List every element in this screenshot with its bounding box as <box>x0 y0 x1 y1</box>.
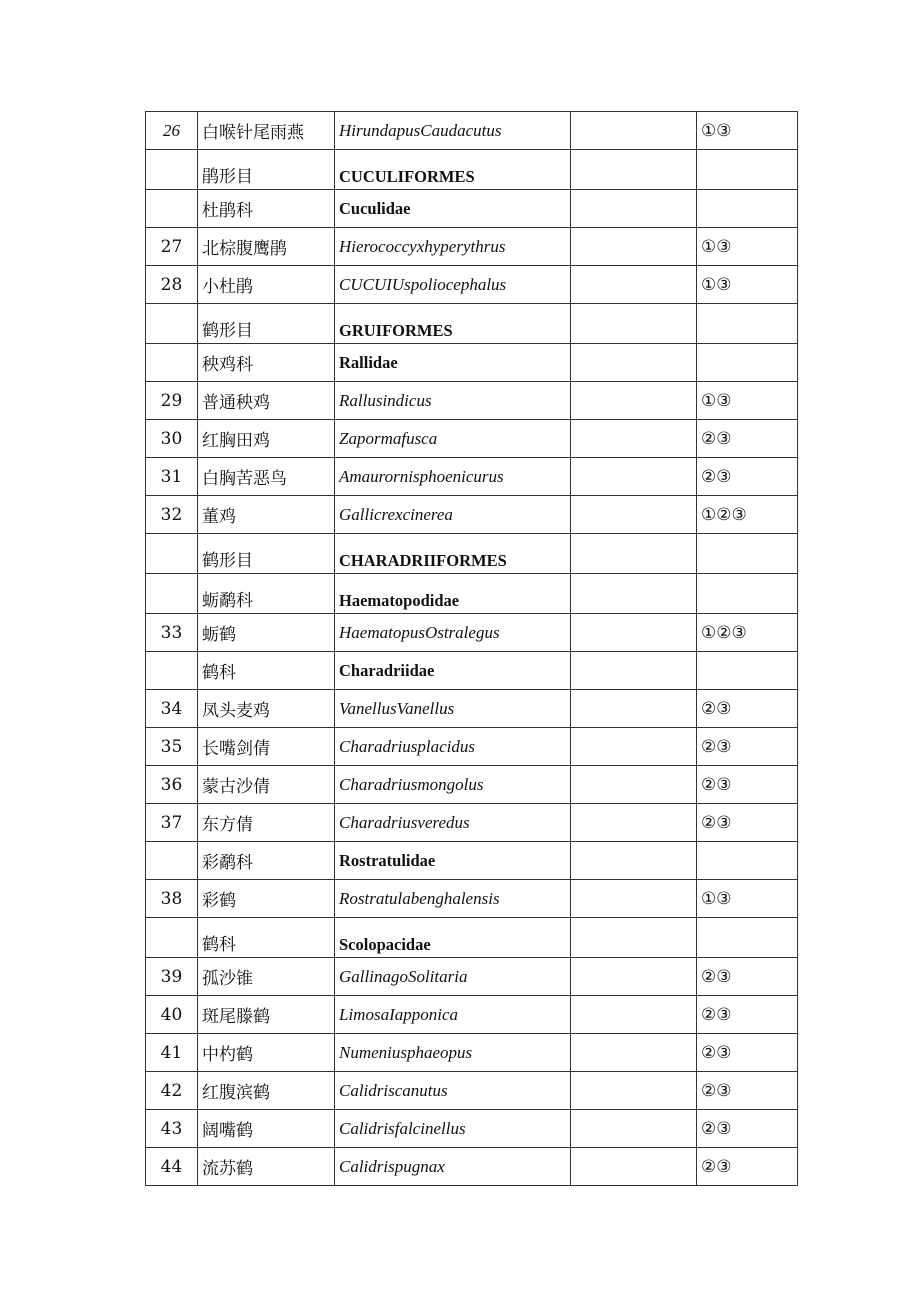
protection-level: ①②③ <box>697 614 798 652</box>
protection-level: ②③ <box>697 1072 798 1110</box>
species-row <box>146 1110 798 1148</box>
order-row <box>146 304 798 344</box>
chinese-name: 阔嘴鹤 <box>198 1110 335 1148</box>
species-row <box>146 766 798 804</box>
protection-level: ②③ <box>697 1034 798 1072</box>
chinese-name: 东方倩 <box>198 804 335 842</box>
scientific-name: Hierococcyxhyperythrus <box>335 228 571 266</box>
protection-level: ②③ <box>697 458 798 496</box>
species-table <box>145 111 798 1186</box>
protection-level <box>697 190 798 228</box>
row-number: 34 <box>146 690 198 728</box>
row-number: 35 <box>146 728 198 766</box>
row-number <box>146 190 198 228</box>
blank-cell <box>571 150 697 190</box>
species-row <box>146 112 798 150</box>
blank-cell <box>571 996 697 1034</box>
protection-level: ①③ <box>697 266 798 304</box>
chinese-name: 鹃形目 <box>198 150 335 190</box>
protection-level: ②③ <box>697 958 798 996</box>
row-number <box>146 842 198 880</box>
scientific-name: Charadriusplacidus <box>335 728 571 766</box>
blank-cell <box>571 190 697 228</box>
scientific-name: VanellusVanellus <box>335 690 571 728</box>
blank-cell <box>571 344 697 382</box>
scientific-name: GRUIFORMES <box>335 304 571 344</box>
chinese-name: 鹤科 <box>198 918 335 958</box>
scientific-name: LimosaIapponica <box>335 996 571 1034</box>
blank-cell <box>571 266 697 304</box>
blank-cell <box>571 574 697 614</box>
chinese-name: 斑尾滕鹤 <box>198 996 335 1034</box>
row-number <box>146 534 198 574</box>
chinese-name: 鹤科 <box>198 652 335 690</box>
chinese-name: 鹤形目 <box>198 304 335 344</box>
protection-level <box>697 574 798 614</box>
scientific-name: Charadriusmongolus <box>335 766 571 804</box>
species-row <box>146 690 798 728</box>
protection-level: ②③ <box>697 804 798 842</box>
row-number: 28 <box>146 266 198 304</box>
protection-level: ①③ <box>697 382 798 420</box>
protection-level <box>697 652 798 690</box>
species-row <box>146 420 798 458</box>
row-number: 32 <box>146 496 198 534</box>
row-number: 43 <box>146 1110 198 1148</box>
blank-cell <box>571 458 697 496</box>
chinese-name: 彩鹬科 <box>198 842 335 880</box>
blank-cell <box>571 1110 697 1148</box>
species-row <box>146 614 798 652</box>
family-row <box>146 574 798 614</box>
species-row <box>146 1072 798 1110</box>
protection-level <box>697 842 798 880</box>
species-row <box>146 1148 798 1186</box>
scientific-name: Cuculidae <box>335 190 571 228</box>
blank-cell <box>571 112 697 150</box>
blank-cell <box>571 228 697 266</box>
chinese-name: 白喉针尾雨燕 <box>198 112 335 150</box>
row-number: 39 <box>146 958 198 996</box>
chinese-name: 北棕腹鹰鹃 <box>198 228 335 266</box>
scientific-name: Charadriusveredus <box>335 804 571 842</box>
scientific-name: CUCUIUspoliocephalus <box>335 266 571 304</box>
chinese-name: 蛎鹤 <box>198 614 335 652</box>
row-number <box>146 574 198 614</box>
scientific-name: Scolopacidae <box>335 918 571 958</box>
family-row <box>146 842 798 880</box>
blank-cell <box>571 842 697 880</box>
scientific-name: Calidrispugnax <box>335 1148 571 1186</box>
chinese-name: 普通秧鸡 <box>198 382 335 420</box>
chinese-name: 彩鹤 <box>198 880 335 918</box>
row-number <box>146 304 198 344</box>
protection-level <box>697 534 798 574</box>
scientific-name: Rallusindicus <box>335 382 571 420</box>
species-row <box>146 458 798 496</box>
protection-level: ①③ <box>697 880 798 918</box>
chinese-name: 流苏鹤 <box>198 1148 335 1186</box>
protection-level: ②③ <box>697 1110 798 1148</box>
row-number: 27 <box>146 228 198 266</box>
species-row <box>146 958 798 996</box>
chinese-name: 红腹滨鹤 <box>198 1072 335 1110</box>
protection-level: ①③ <box>697 228 798 266</box>
chinese-name: 孤沙锥 <box>198 958 335 996</box>
scientific-name: Amaurornisphoenicurus <box>335 458 571 496</box>
blank-cell <box>571 652 697 690</box>
family-row <box>146 652 798 690</box>
chinese-name: 蛎鹬科 <box>198 574 335 614</box>
chinese-name: 董鸡 <box>198 496 335 534</box>
blank-cell <box>571 1148 697 1186</box>
scientific-name: Rostratulidae <box>335 842 571 880</box>
row-number <box>146 344 198 382</box>
row-number: 42 <box>146 1072 198 1110</box>
blank-cell <box>571 496 697 534</box>
blank-cell <box>571 614 697 652</box>
protection-level: ②③ <box>697 766 798 804</box>
chinese-name: 鹤形目 <box>198 534 335 574</box>
chinese-name: 杜鹃科 <box>198 190 335 228</box>
blank-cell <box>571 534 697 574</box>
species-row <box>146 804 798 842</box>
protection-level: ②③ <box>697 996 798 1034</box>
scientific-name: Rallidae <box>335 344 571 382</box>
blank-cell <box>571 1034 697 1072</box>
blank-cell <box>571 918 697 958</box>
blank-cell <box>571 1072 697 1110</box>
row-number: 31 <box>146 458 198 496</box>
scientific-name: Gallicrexcinerea <box>335 496 571 534</box>
row-number: 33 <box>146 614 198 652</box>
row-number: 44 <box>146 1148 198 1186</box>
row-number: 29 <box>146 382 198 420</box>
protection-level <box>697 150 798 190</box>
chinese-name: 蒙古沙倩 <box>198 766 335 804</box>
protection-level: ①②③ <box>697 496 798 534</box>
family-row <box>146 918 798 958</box>
row-number <box>146 918 198 958</box>
protection-level: ②③ <box>697 728 798 766</box>
chinese-name: 中杓鹤 <box>198 1034 335 1072</box>
row-number <box>146 652 198 690</box>
row-number: 41 <box>146 1034 198 1072</box>
row-number: 40 <box>146 996 198 1034</box>
species-row <box>146 996 798 1034</box>
protection-level <box>697 918 798 958</box>
order-row <box>146 534 798 574</box>
blank-cell <box>571 958 697 996</box>
order-row <box>146 150 798 190</box>
row-number: 36 <box>146 766 198 804</box>
protection-level: ①③ <box>697 112 798 150</box>
species-row <box>146 496 798 534</box>
scientific-name: Haematopodidae <box>335 574 571 614</box>
chinese-name: 长嘴剑倩 <box>198 728 335 766</box>
family-row <box>146 190 798 228</box>
scientific-name: HaematopusOstralegus <box>335 614 571 652</box>
scientific-name: Rostratulabenghalensis <box>335 880 571 918</box>
scientific-name: CHARADRIIFORMES <box>335 534 571 574</box>
scientific-name: GallinagoSolitaria <box>335 958 571 996</box>
blank-cell <box>571 304 697 344</box>
protection-level: ②③ <box>697 1148 798 1186</box>
blank-cell <box>571 690 697 728</box>
scientific-name: Charadriidae <box>335 652 571 690</box>
species-row <box>146 382 798 420</box>
species-row <box>146 880 798 918</box>
scientific-name: Numeniusphaeopus <box>335 1034 571 1072</box>
scientific-name: CUCULIFORMES <box>335 150 571 190</box>
species-table-body <box>146 112 798 1186</box>
chinese-name: 红胸田鸡 <box>198 420 335 458</box>
protection-level <box>697 304 798 344</box>
species-row <box>146 1034 798 1072</box>
species-row <box>146 728 798 766</box>
row-number: 26 <box>146 112 198 150</box>
blank-cell <box>571 420 697 458</box>
row-number: 37 <box>146 804 198 842</box>
blank-cell <box>571 880 697 918</box>
scientific-name: Calidrisfalcinellus <box>335 1110 571 1148</box>
protection-level <box>697 344 798 382</box>
blank-cell <box>571 728 697 766</box>
row-number: 38 <box>146 880 198 918</box>
protection-level: ②③ <box>697 420 798 458</box>
scientific-name: Calidriscanutus <box>335 1072 571 1110</box>
blank-cell <box>571 766 697 804</box>
blank-cell <box>571 804 697 842</box>
chinese-name: 白胸苦恶鸟 <box>198 458 335 496</box>
scientific-name: Zapormafusca <box>335 420 571 458</box>
family-row <box>146 344 798 382</box>
row-number: 30 <box>146 420 198 458</box>
scientific-name: HirundapusCaudacutus <box>335 112 571 150</box>
species-row <box>146 266 798 304</box>
species-row <box>146 228 798 266</box>
chinese-name: 秧鸡科 <box>198 344 335 382</box>
blank-cell <box>571 382 697 420</box>
chinese-name: 小杜鹃 <box>198 266 335 304</box>
protection-level: ②③ <box>697 690 798 728</box>
row-number <box>146 150 198 190</box>
chinese-name: 凤头麦鸡 <box>198 690 335 728</box>
